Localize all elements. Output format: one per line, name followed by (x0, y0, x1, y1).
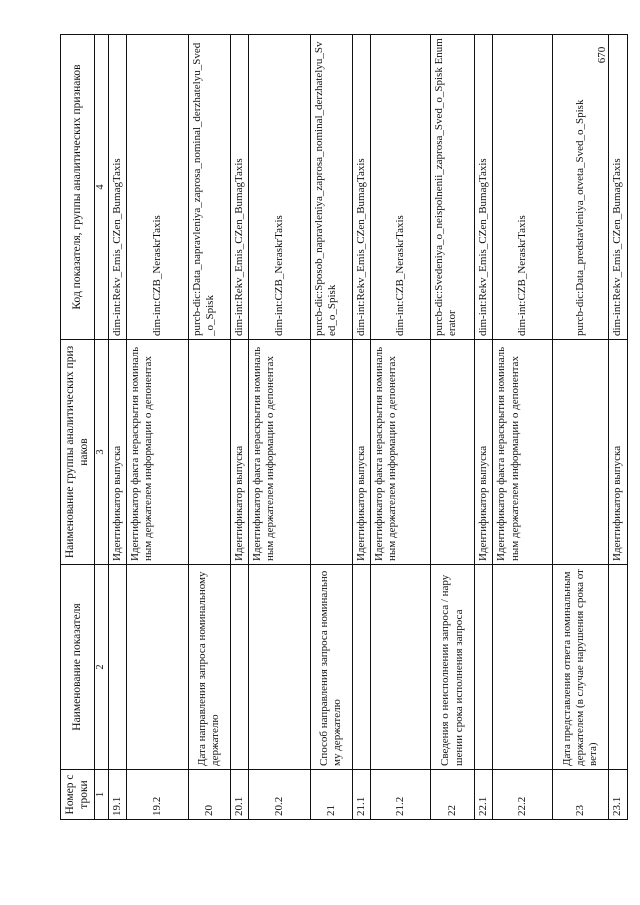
row-number: 22 (431, 770, 475, 820)
code-cell: dim-int:CZB_NeraskrTaxis (248, 35, 310, 340)
code-cell: dim-int:Rekv_Emis_CZen_BumagTaxis (108, 35, 126, 340)
row-number: 20 (188, 770, 230, 820)
header-row-number: Номер строки (61, 770, 95, 820)
code-cell: dim-int:Rekv_Emis_CZen_BumagTaxis (352, 35, 370, 340)
row-number: 22.1 (475, 770, 493, 820)
group-name: Идентификатор выпуска (108, 340, 126, 565)
group-name: Идентификатор выпуска (475, 340, 493, 565)
table-row (431, 35, 475, 820)
column-number: 1 (95, 770, 109, 820)
code-cell: purcb-dic:Data_napravleniya_zaprosa_nominal_derzhatelyu_Sved_o_Spisk (188, 35, 230, 340)
code-cell: purcb-dic:Svedeniya_o_neispolnenii_zaprosa_Sved_o_Spisk Enumerator (431, 35, 475, 340)
indicator-name (371, 565, 431, 770)
group-name: Идентификатор факта нераскрытия номинальным держателем информации о депонентах (371, 340, 431, 565)
table-row (310, 35, 352, 820)
row-number: 20.1 (230, 770, 248, 820)
code-cell: purcb-dic:Sposob_napravleniya_zaprosa_nominal_derzhatelyu_Sved_o_Spisk (310, 35, 352, 340)
indicator-name: Сведения о неисполнении запроса / нарушении срока исполнения запроса (431, 565, 475, 770)
code-cell: dim-int:Rekv_Emis_CZen_BumagTaxis (475, 35, 493, 340)
row-number: 19.1 (108, 770, 126, 820)
indicator-name (352, 565, 370, 770)
table-row (609, 35, 627, 820)
row-number: 23.1 (609, 770, 627, 820)
row-number: 19.2 (126, 770, 188, 820)
table-header-row (61, 35, 95, 820)
table-row (352, 35, 370, 820)
indicator-name: Способ направления запроса номинальному держателю (310, 565, 352, 770)
row-number: 21 (310, 770, 352, 820)
group-name: Идентификатор выпуска (352, 340, 370, 565)
row-number: 21.2 (371, 770, 431, 820)
indicator-name (126, 565, 188, 770)
group-name: Идентификатор факта нераскрытия номинальным держателем информации о депонентах (126, 340, 188, 565)
group-name: Идентификатор факта нераскрытия номинальным держателем информации о депонентах (493, 340, 553, 565)
table-row (493, 35, 553, 820)
indicator-name (108, 565, 126, 770)
column-number: 4 (95, 35, 109, 340)
indicator-name (493, 565, 553, 770)
group-name (553, 340, 609, 565)
group-name: Идентификатор выпуска (230, 340, 248, 565)
table-row (188, 35, 230, 820)
indicator-name: Дата направления запроса номинальному держателю (188, 565, 230, 770)
table-row (371, 35, 431, 820)
column-number-row (95, 35, 109, 820)
header-indicator-name: Наименование показателя (61, 565, 95, 770)
group-name (188, 340, 230, 565)
table-row (108, 35, 126, 820)
code-cell: dim-int:Rekv_Emis_CZen_BumagTaxis (609, 35, 627, 340)
column-number: 2 (95, 565, 109, 770)
table-row (126, 35, 188, 820)
group-name (310, 340, 352, 565)
indicator-name (609, 565, 627, 770)
row-number: 21.1 (352, 770, 370, 820)
table-row (230, 35, 248, 820)
indicator-name: Дата представления ответа номинальным держателем (в случае нарушения срока ответа) (553, 565, 609, 770)
group-name: Идентификатор выпуска (609, 340, 627, 565)
indicator-name (230, 565, 248, 770)
group-name: Идентификатор факта нераскрытия номинальным держателем информации о депонентах (248, 340, 310, 565)
code-cell: purcb-dic:Data_predstavleniya_otveta_Sved_o_Spisk (553, 35, 609, 340)
code-cell: dim-int:CZB_NeraskrTaxis (493, 35, 553, 340)
page-number: 670 (596, 46, 608, 64)
header-group-name: Наименование группы аналитических признаков (61, 340, 95, 565)
code-cell: dim-int:Rekv_Emis_CZen_BumagTaxis (230, 35, 248, 340)
header-code: Код показателя, группы аналитических признаков (61, 35, 95, 340)
row-number: 22.2 (493, 770, 553, 820)
column-number: 3 (95, 340, 109, 565)
row-number: 23 (553, 770, 609, 820)
code-cell: dim-int:CZB_NeraskrTaxis (371, 35, 431, 340)
code-cell: dim-int:CZB_NeraskrTaxis (126, 35, 188, 340)
indicator-table (60, 34, 628, 820)
indicator-name (475, 565, 493, 770)
table-row (553, 35, 609, 820)
indicator-name (248, 565, 310, 770)
table-row (475, 35, 493, 820)
row-number: 20.2 (248, 770, 310, 820)
table-row (248, 35, 310, 820)
group-name (431, 340, 475, 565)
